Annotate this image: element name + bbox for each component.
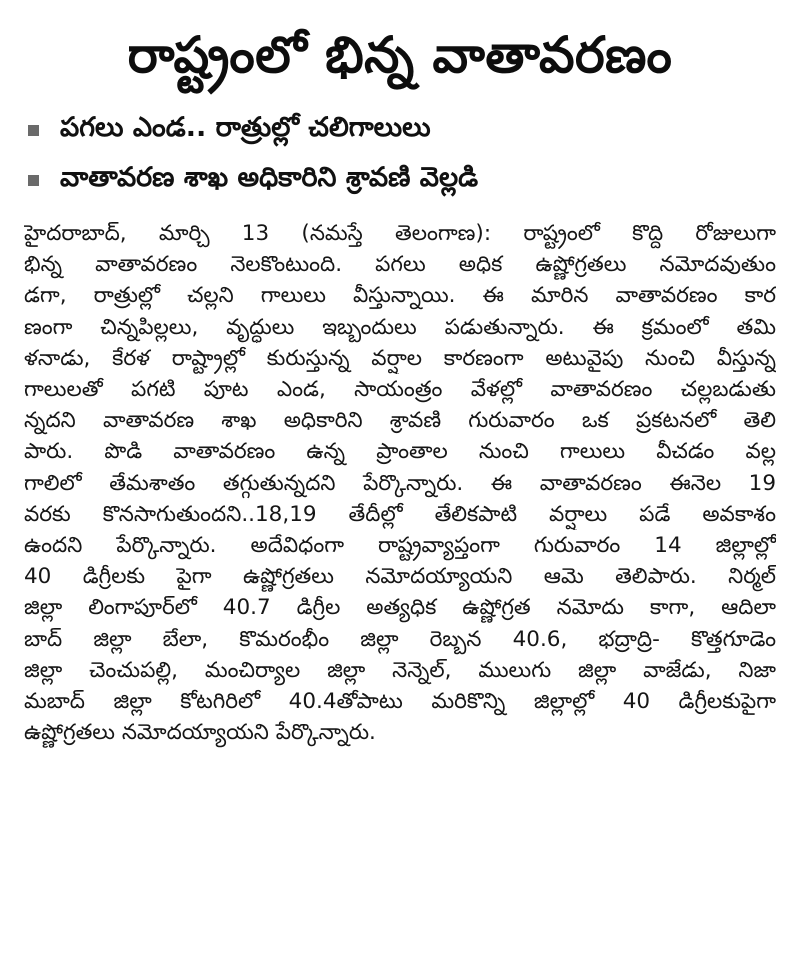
subheads [24,108,776,204]
body-line: న్నదని వాతావరణ శాఖ అధికారిని శ్రావణి గురువారం ఒక ప్రకటనలో తెలి [24,408,776,434]
body-line: మబాద్ జిల్లా కోటగిరిలో 40.4తోపాటు మరికొన్ని జిల్లాల్లో 40 డిగ్రీలకుపైగా [24,689,776,715]
square-bullet-icon [28,125,39,136]
subhead-2 [24,158,776,204]
subhead-text: వాతావరణ శాఖ అధికారిని శ్రావణి వెల్లడి [60,162,479,193]
subhead-1 [24,108,776,154]
subhead-text: పగలు ఎండ.. రాత్రుల్లో చలిగాలులు [60,112,431,143]
body-line: ణంగా చిన్నపిల్లలు, వృద్ధులు ఇబ్బందులు పడుతున్నారు. ఈ క్రమంలో తమి [24,314,776,340]
body-line: గాలులతో పగటి పూట ఎండ, సాయంత్రం వేళల్లో వాతావరణం చల్లబడుతు [24,377,776,403]
square-bullet-icon [28,175,39,186]
headline: రాష్ట్రంలో భిన్న వాతావరణం [127,26,673,84]
body-line: గాలిలో తేమశాతం తగ్గుతున్నదని పేర్కొన్నారు. ఈ వాతావరణం ఈనెల 19 [24,470,776,496]
body-line: భిన్న వాతావరణం నెలకొంటుంది. పగలు అధిక ఉష్ణోగ్రతలు నమోదవుతుం [24,252,776,278]
body-line: డగా, రాత్రుల్లో చల్లని గాలులు వీస్తున్నాయి. ఈ మారిన వాతావరణం కార [24,283,776,309]
body-line: ఉష్ణోగ్రతలు నమోదయ్యాయని పేర్కొన్నారు. [24,720,376,746]
body-line: హైదరాబాద్, మార్చి 13 (నమస్తే తెలంగాణ): రాష్ట్రంలో కొద్ది రోజులుగా [24,221,776,246]
body-line: పారు. పొడి వాతావరణం ఉన్న ప్రాంతాల నుంచి గాలులు వీచడం వల్ల [24,439,776,465]
body-line: వరకు కొనసాగుతుందని..18,19 తేదీల్లో తేలికపాటి వర్షాలు పడే అవకాశం [24,501,776,527]
body-line: ళనాడు, కేరళ రాష్ట్రాల్లో కురుస్తున్న వర్షాల కారణంగా అటువైపు నుంచి వీస్తున్న [24,345,776,371]
body-line: ఉందని పేర్కొన్నారు. అదేవిధంగా రాష్ట్రవ్యాప్తంగా గురువారం 14 జిల్లాల్లో [24,533,776,559]
body-line: జిల్లా చెంచుపల్లి, మంచిర్యాల జిల్లా నెన్నెల్, ములుగు జిల్లా వాజేడు, నిజా [24,657,776,683]
body-line: బాద్ జిల్లా బేలా, కొమరంభీం జిల్లా రెబ్బన 40.6, భద్రాద్రి- కొత్తగూడెం [24,626,776,652]
body-line: 40 డిగ్రీలకు పైగా ఉష్ణోగ్రతలు నమోదయ్యాయని ఆమె తెలిపారు. నిర్మల్ [24,564,776,590]
body-line: జిల్లా లింగాపూర్‌లో 40.7 డిగ్రీల అత్యధిక ఉష్ణోగ్రత నమోదు కాగా, ఆదిలా [24,595,776,621]
article-body [24,218,776,748]
